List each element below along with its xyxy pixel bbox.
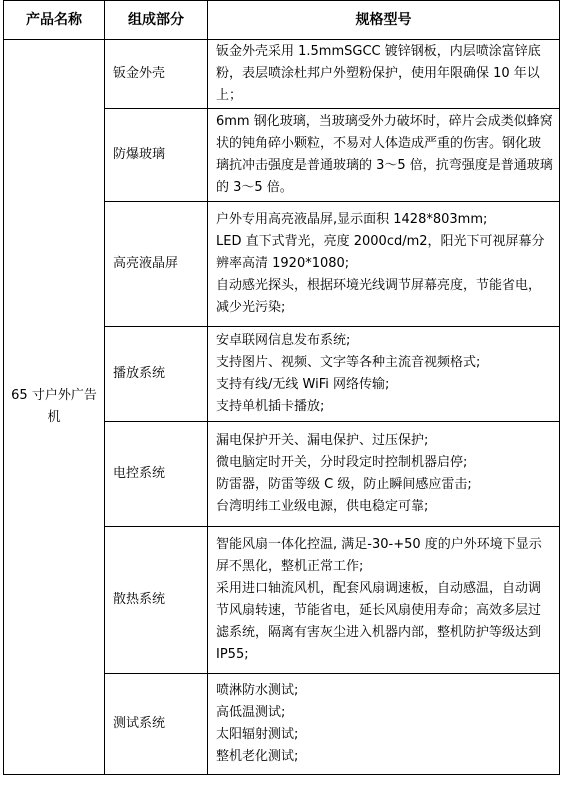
spec-line: 采用进口轴流风机，配套风扇调速板，自动感温，自动调节风扇转速，节能省电，延长风扇使用寿命；高效多层过滤系统，隔离有害灰尘进入机器内部，整机防护等级达到 IP55; [216, 581, 542, 662]
spec-line: 台湾明纬工业级电源，供电稳定可靠; [216, 499, 429, 514]
spec-cell [208, 202, 560, 327]
component-cell: 散热系统 [105, 527, 208, 674]
spec-line: 太阳辐射测试; [216, 727, 299, 742]
component-cell: 电控系统 [105, 422, 208, 527]
spec-cell [208, 422, 560, 527]
header-spec: 规格型号 [208, 1, 560, 40]
spec-line: 支持图片、视频、文字等各种主流音视频格式; [216, 355, 481, 370]
product-name-cell: 65 寸户外广告机 [4, 40, 105, 775]
spec-cell [208, 527, 560, 674]
spec-line: 智能风扇一体化控温, 满足-30-+50 度的户外环境下显示屏不黑化，整机正常工作; [216, 537, 542, 574]
component-cell: 高亮液晶屏 [105, 202, 208, 327]
spec-line: 防雷器，防雷等级 C 级，防止瞬间感应雷击; [216, 477, 472, 492]
spec-line: 漏电保护开关、漏电保护、过压保护; [216, 433, 429, 448]
spec-cell [208, 674, 560, 775]
spec-cell [208, 40, 560, 109]
header-product-name: 产品名称 [4, 1, 105, 40]
component-cell: 播放系统 [105, 327, 208, 422]
spec-cell [208, 109, 560, 202]
spec-table [3, 0, 560, 775]
spec-line: 钣金外壳采用 1.5mmSGCC 镀锌钢板，内层喷涂富锌底粉，表层喷涂杜邦户外塑粉保护，使用年限确保 10 年以上； [216, 44, 541, 103]
spec-line: LED 直下式背光，亮度 2000cd/m2，阳光下可视屏幕分辨率高清 1920*1080; [216, 234, 545, 271]
spec-line: 自动感光探头，根据环境光线调节屏幕亮度，节能省电，减少光污染; [216, 278, 542, 315]
spec-line: 户外专用高亮液晶屏,显示面积 1428*803mm; [216, 212, 488, 227]
spec-line: 支持有线/无线 WiFi 网络传输; [216, 377, 390, 392]
spec-line: 整机老化测试; [216, 749, 299, 764]
spec-line: 支持单机插卡播放; [216, 399, 325, 414]
component-cell: 测试系统 [105, 674, 208, 775]
spec-line: 微电脑定时开关，分时段定时控制机器启停; [216, 455, 468, 470]
spec-line: 高低温测试; [216, 705, 286, 720]
spec-cell [208, 327, 560, 422]
component-cell: 钣金外壳 [105, 40, 208, 109]
spec-line: 6mm 钢化玻璃，当玻璃受外力破坏时，碎片会成类似蜂窝状的钝角碎小颗粒，不易对人体造成严重的伤害。钢化玻璃抗冲击强度是普通玻璃的 3～5 倍，抗弯强度是普通玻璃的 3～5 倍。 [216, 114, 553, 195]
spec-line: 喷淋防水测试; [216, 683, 299, 698]
header-component: 组成部分 [105, 1, 208, 40]
component-cell: 防爆玻璃 [105, 109, 208, 202]
header-row [4, 1, 560, 40]
table-row [4, 40, 560, 109]
spec-line: 安卓联网信息发布系统; [216, 333, 351, 348]
